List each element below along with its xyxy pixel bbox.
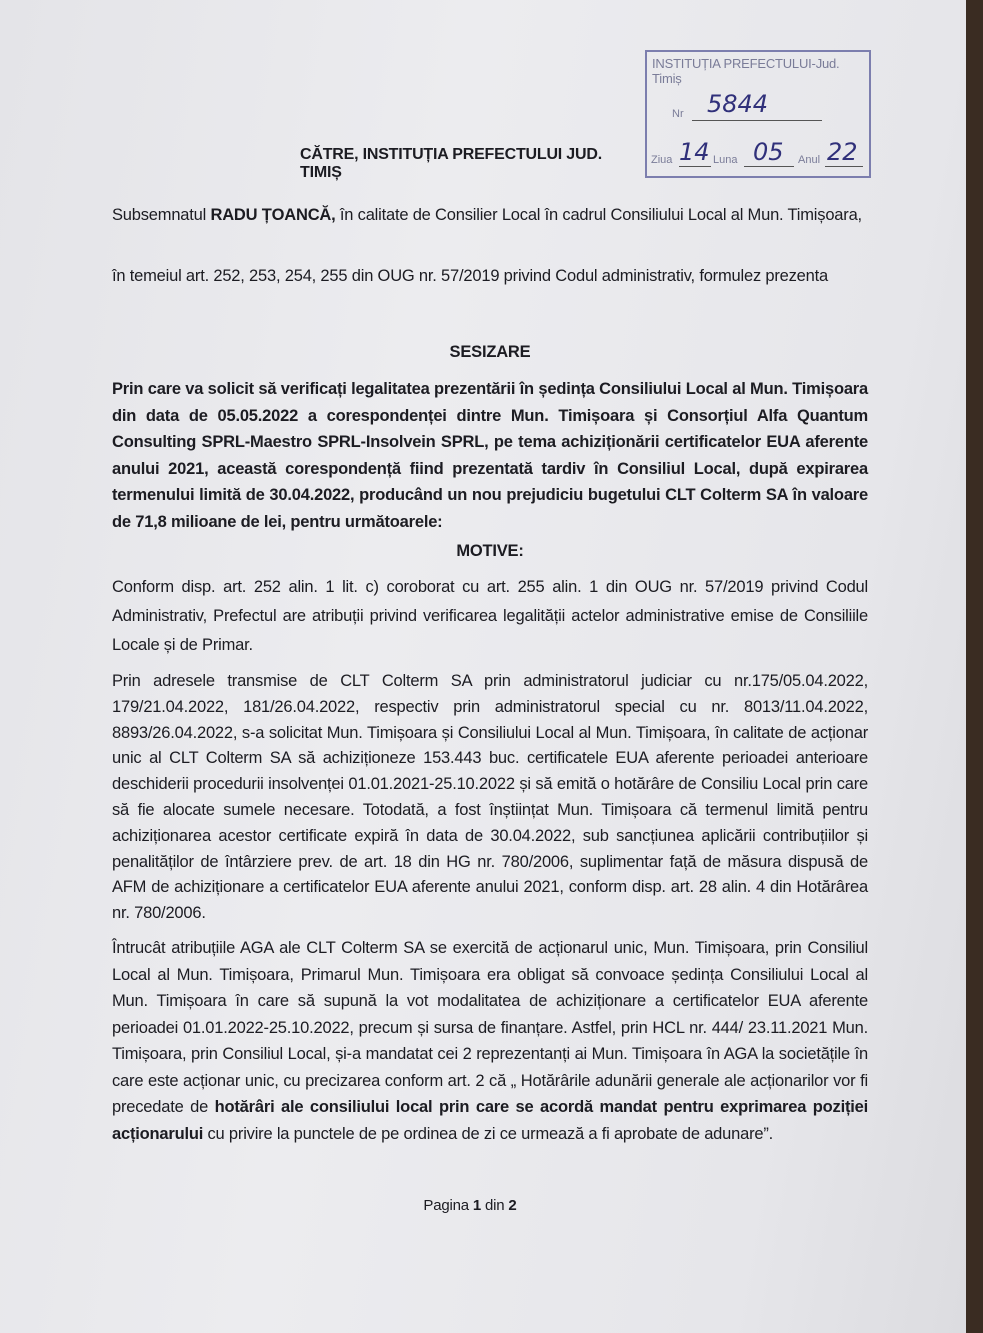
registration-stamp xyxy=(645,50,871,178)
intro-paragraph-1 xyxy=(112,203,868,228)
motive-paragraph-2 xyxy=(112,669,868,927)
text-run: cu privire la punctele de pe ordinea de zi ce urmează a fi aprobate de adunare”. xyxy=(203,1124,774,1143)
text-run: Prin adresele transmise de CLT Colterm SA prin administratorul judiciar cu nr.175/05.04.2022, 179/21.04.2022, 181/26.04.2022, respectiv prin administratorul special cu nr. 8013/11.04.2022, 8893/26.04.2022, s-a solicitat Mun. Timișoara și Consiliului Local al Mun. Timișoara, în calitate de acționar unic al CLT Colterm SA să achiziționeze 153.443 buc. certificatele EUA aferente perioadei anterioare deschiderii procedurii insolvenței 01.01.2021-25.10.2022 și să emită o hotărâre de Consiliu Local prin care să fie alocate sumele necesare. Totodată, a fost înștiințat Mun. Timișoara că termenul limită pentru achiziționarea acestor certificate expiră în data de 30.04.2022, sub sancțiunea aplicării contribuțiilor și penalităților de întârziere prev. de art. 18 din HG nr. 780/2006, suplimentar față de măsura dispusă de AFM de achiziționare a certificatelor EUA aferente anului 2021, conform disp. art. 28 alin. 4 din Hotărârea nr. 780/2006. xyxy=(112,672,868,923)
text-run: în calitate de Consilier Local în cadrul Consiliului Local al Mun. Timișoara, xyxy=(335,206,862,224)
text-run: din xyxy=(481,1197,509,1214)
intro-paragraph-2 xyxy=(112,264,868,289)
text-run: Subsemnatul xyxy=(112,206,211,224)
stamp-ziua-value: 14 xyxy=(679,138,710,166)
bold-text-run: RADU ȚOANCĂ, xyxy=(210,206,336,224)
text-run: Întrucât atribuțiile AGA ale CLT Colterm SA se exercită de acționarul unic, Mun. Timișoara, prin Consiliul Local al Mun. Timișoara, Primarul Mun. Timișoara era obligat să convoace ședința Consiliului Local al Mun. Timișoara în care să supună la vot modalitatea de achiziționare a certificatelor EUA aferente perioadei 01.01.2022-25.10.2022, precum și sursa de finanțare. Astfel, prin HCL nr. 444/ 23.11.2021 Mun. Timișoara, prin Consiliul Local, și-a mandatat cei 2 reprezentanți ai Mun. Timișoara în AGA la societățile în care este acționar unic, cu precizarea conform art. 2 că „ Hotărârile adunării generale ale acționarilor vor fi precedate de xyxy=(112,939,868,1116)
page-number xyxy=(300,1197,640,1214)
addressee-title: CĂTRE, INSTITUȚIA PREFECTULUI JUD. TIMIȘ xyxy=(300,146,602,181)
bold-text-run: hotărâri ale consiliului local prin care se acordă mandat pentru exprimarea poziției acționarului xyxy=(112,1098,868,1143)
bold-text-run: 2 xyxy=(508,1197,517,1214)
heading-sesizare: SESIZARE xyxy=(449,343,531,361)
motive-paragraph-1 xyxy=(112,573,868,660)
stamp-luna-label: Luna xyxy=(713,154,738,166)
stamp-nr-label: Nr xyxy=(672,108,684,120)
motive-paragraph-3 xyxy=(112,935,868,1147)
text-run: Pagina xyxy=(423,1197,473,1214)
sesizare-paragraph: Prin care va solicit să verificați legalitatea prezentării în ședința Consiliului Local al Mun. Timișoara din data de 05.05.2022 a corespondenței dintre Mun. Timișoara și Consorțiul Alfa Quantum Consulting SPRL-Maestro SPRL-Insolvein SPRL, pe tema achiziționării certificatelor EUA aferente anului 2021, această corespondență fiind prezentată tardiv în Consiliul Local, după expirarea termenului limită de 30.04.2022, producând un nou prejudiciu bugetului CLT Colterm SA în valoare de 71,8 milioane de lei, pentru următoarele: xyxy=(112,380,868,531)
stamp-anul-label: Anul xyxy=(798,154,821,166)
stamp-nr-value: 5844 xyxy=(707,90,769,118)
heading-motive: MOTIVE: xyxy=(456,542,524,560)
text-run: în temeiul art. 252, 253, 254, 255 din OUG nr. 57/2019 privind Codul administrativ, formulez prezenta xyxy=(112,267,828,285)
stamp-ziua-label: Ziua xyxy=(651,154,673,166)
bold-text-run: 1 xyxy=(472,1197,482,1214)
stamp-anul-value: 22 xyxy=(827,138,858,166)
text-run: Conform disp. art. 252 alin. 1 lit. c) coroborat cu art. 255 alin. 1 din OUG nr. 57/2019 privind Codul Administrativ, Prefectul are atribuții privind verificarea legalității actelor administrative emise de Consiliile Locale și de Primar. xyxy=(112,578,868,654)
stamp-luna-value: 05 xyxy=(753,138,784,166)
stamp-header: INSTITUȚIA PREFECTULUI-Jud. Timiș xyxy=(652,56,840,86)
